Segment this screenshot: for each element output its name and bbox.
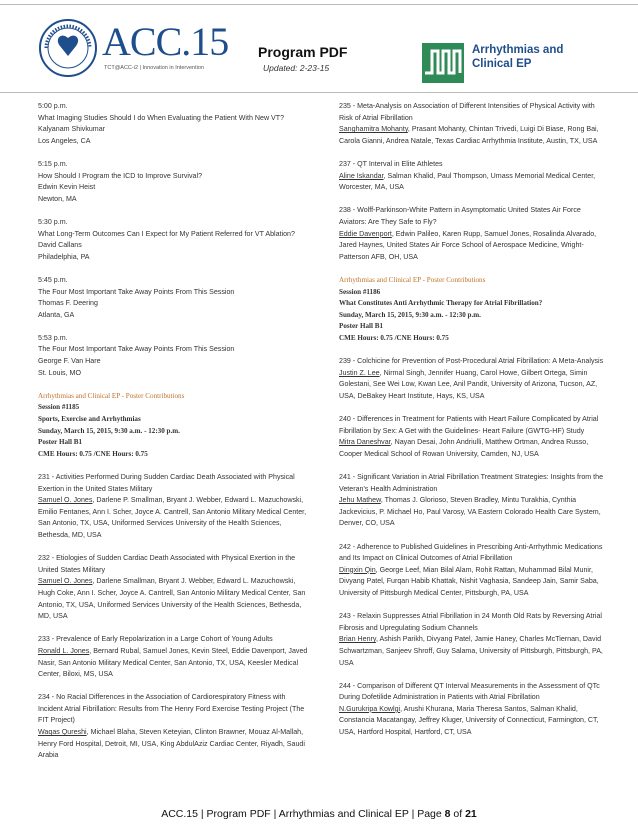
presenter-name: Ronald L. Jones bbox=[38, 646, 90, 655]
session-datetime: Sunday, March 15, 2015, 9:30 a.m. - 12:30 p.m. bbox=[38, 426, 180, 435]
session-name: What Constitutes Anti Arrhythmic Therapy for Atrial Fibrillation? bbox=[339, 299, 543, 308]
current-page: 8 bbox=[444, 808, 451, 820]
right-column bbox=[339, 101, 607, 750]
presenter-name: Mitra Daneshvar bbox=[339, 438, 391, 447]
abstract-item: 244 - Comparison of Different QT Interval Measurements in the Assessment of QTc During Dofetilide Administration in Patients with Atrial Fibrillation N.Gurukripa Kowlgi, Arushi Khurana, Maria Theresa Santos, Salman Khalid, Constancia Macatangay, Jeffrey Kluger, University of Connecticut, Farmington, CT, USA, Hartford Hospital, Hartford, CT, USA bbox=[339, 681, 600, 737]
abstract-item: 242 - Adherence to Published Guidelines in Prescribing Anti-Arrhythmic Medications and Its Impact on Clinical Outcomes of Atrial Fibrillation Dingxin Qin, George Leef, Mian Bilal Alam, Rohit Rattan, Muhammad Bilal Munir, Divyang Patel, Furqan Habib Khattak, Nishit Vaghasia, Sandeep Jain, Samir Saba, University of Pittsburgh Medical Center, Pittsburgh, PA, USA bbox=[339, 542, 603, 597]
acc-logo-text: ACC.15 bbox=[102, 19, 229, 64]
page-header bbox=[0, 5, 638, 91]
session-cme: CME Hours: 0.75 /CNE Hours: 0.75 bbox=[339, 333, 449, 342]
presenter-name: Samuel O. Jones bbox=[38, 496, 93, 505]
presenter-name: Sanghamitra Mohanty bbox=[339, 125, 408, 134]
total-pages: 21 bbox=[465, 808, 477, 820]
section-title: Arrhythmias and Clinical EP bbox=[472, 44, 564, 70]
acc-logo bbox=[38, 18, 238, 82]
session-name: Sports, Exercise and Arrhythmias bbox=[38, 415, 141, 424]
abstract-item: 234 - No Racial Differences in the Association of Cardiorespiratory Fitness with Incident Atrial Fibrillation: Results from The Henry Ford Exercise Testing Project (The FIT Project) Waqas Qureshi, Michael Blaha, Steven Keteyian, Clinton Brawner, Mouaz Al-Mallah, Henry Ford Hospital, Detroit, MI, USA, King AbdulAziz Cardiac Center, Riyadh, Saudi Arabia bbox=[38, 693, 305, 760]
session-room: Poster Hall B1 bbox=[38, 438, 83, 447]
presenter-name: Jehu Mathew bbox=[339, 496, 381, 505]
page-footer: ACC.15 | Program PDF | Arrhythmias and Clinical EP | Page 8 of 21 bbox=[161, 808, 477, 820]
talk-item: 5:15 p.m. How Should I Program the ICD to Improve Survival? Edwin Kevin Heist Newton, MA bbox=[38, 159, 203, 203]
session-number: Session #1186 bbox=[339, 287, 381, 296]
header-rule bbox=[0, 92, 638, 93]
abstract-item: 235 - Meta-Analysis on Association of Different Intensities of Physical Activity with Risk of Atrial Fibrillation Sanghamitra Mohanty, Prasant Mohanty, Chintan Trivedi, Luigi Di Biase, Rong Bai, Carola Gianni, Andrea Natale, Texas Cardiac Arrhythmia Institute, Austin, TX, USA bbox=[339, 102, 599, 145]
abstract-item: 241 - Significant Variation in Atrial Fibrillation Treatment Strategies: Insights from the Veteran's Health Administration Jehu Mathew, Thomas J. Glorioso, Steven Bradley, Mintu Turakhia, Cynthia Jackevicius, P. Michael Ho, Paul Varosy, VA Eastern Colorado Health Care System, Denver, CO, USA bbox=[339, 473, 604, 528]
heart-rhythm-icon bbox=[422, 43, 464, 83]
presenter-name: Justin Z. Lee bbox=[339, 368, 380, 377]
talk-item: 5:30 p.m. What Long-Term Outcomes Can I Expect for My Patient Referred for VT Ablation? David Callans Philadelphia, PA bbox=[38, 217, 295, 261]
acc-seal-icon bbox=[38, 18, 98, 78]
left-column bbox=[38, 101, 310, 773]
session-datetime: Sunday, March 15, 2015, 9:30 a.m. - 12:30 p.m. bbox=[339, 310, 481, 319]
page-title: Program PDF bbox=[258, 44, 348, 60]
session-room: Poster Hall B1 bbox=[339, 322, 384, 331]
session-track: Arrhythmias and Clinical EP - Poster Contributions bbox=[38, 391, 185, 400]
abstract-item: 237 - QT Interval in Elite Athletes Aline Iskandar, Salman Khalid, Paul Thompson, Umass Memorial Medical Center, Worcester, MA, USA bbox=[339, 159, 596, 192]
talk-item: 5:53 p.m. The Four Most Important Take Away Points From This Session George F. Van Hare St. Louis, MO bbox=[38, 333, 235, 377]
abstract-item: 232 - Etiologies of Sudden Cardiac Death Associated with Physical Exertion in the United States Military Samuel O. Jones, Darlene Smallman, Bryant J. Webber, Edward L. Mazuchowski, Hugh Coke, Ann I. Scher, Joyce A. Cantrell, San Antonio Military Medical Center, San Antonio, TX, USA, Uniformed Services University of the Health Sciences, Bethesda, MD, USA bbox=[38, 554, 306, 621]
talk-item: 5:00 p.m. What Imaging Studies Should I do When Evaluating the Patient With New VT? Kalyanam Shivkumar Los Angeles, CA bbox=[38, 102, 285, 145]
abstract-item: 231 - Activities Performed During Sudden Cardiac Death Associated with Physical Exertion in the United States Military Samuel O. Jones, Darlene P. Smallman, Bryant J. Webber, Edward L. Mazuchowski, Emilio Fentanes, Ann I. Scher, Joyce A. Cantrell, San Antonio Military Medical Center, San Antonio, TX, USA, Uniformed Services University of the Health Sciences, Bethesda, MD, USA bbox=[38, 473, 307, 539]
updated-date: Updated: 2-23-15 bbox=[263, 63, 330, 73]
abstract-item: 243 - Relaxin Suppresses Atrial Fibrillation in 24 Month Old Rats by Reversing Atrial Fibrosis and Upregulating Sodium Channels Brian Henry, Ashish Parikh, Divyang Patel, Jamie Haney, Charles McTiernan, David Schwartzman, Sanjeev Shroff, Guy Salama, University of Pittsburgh, Pittsburgh, PA, USA bbox=[339, 612, 603, 667]
presenter-name: Brian Henry bbox=[339, 635, 376, 644]
presenter-name: Dingxin Qin bbox=[339, 565, 376, 574]
presenter-name: Waqas Qureshi bbox=[38, 728, 87, 737]
session-track: Arrhythmias and Clinical EP - Poster Contributions bbox=[339, 275, 486, 284]
presenter-name: Eddie Davenport bbox=[339, 229, 392, 238]
talk-item: 5:45 p.m. The Four Most Important Take Away Points From This Session Thomas F. Deering Atlanta, GA bbox=[38, 275, 235, 319]
session-number: Session #1185 bbox=[38, 403, 80, 412]
abstract-item: 238 - Wolff-Parkinson-White Pattern in Asymptomatic United States Air Force Aviators: Are They Safe to Fly? Eddie Davenport, Edwin Palileo, Karen Rupp, Samuel Jones, Rosalinda Alvarado, Jared Haynes, United States Air Force School of Aerospace Medicine, Wright-Patterson AFB, OH, USA bbox=[339, 206, 597, 261]
presenter-name: N.Gurukripa Kowlgi bbox=[339, 704, 401, 713]
abstract-item: 233 - Prevalence of Early Repolarization in a Large Cohort of Young Adults Ronald L. Jones, Bernard Rubal, Samuel Jones, Kevin Steel, Eddie Davenport, Javed Nasir, San Antonio Military Medical Center, San Antonio, TX, USA, Keesler Medical Center, Biloxi, MS, USA bbox=[38, 635, 308, 679]
presenter-name: Samuel O. Jones bbox=[38, 577, 93, 586]
session-header bbox=[38, 391, 310, 461]
abstract-item: 240 - Differences in Treatment for Patients with Heart Failure Complicated by Atrial Fibrillation by Sex: A Get with the Guidelines- Heart Failure (GWTG-HF) Study Mitra Daneshvar, Nayan Desai, John Andriulli, Matthew Ortman, Andrea Russo, Cooper Medical School of Rowan University, Camden, NJ, USA bbox=[339, 415, 599, 458]
abstract-item: 239 - Colchicine for Prevention of Post-Procedural Atrial Fibrillation: A Meta-Analysis Justin Z. Lee, Nirmal Singh, Jennifer Huang, Carol Howe, Gilbert Ortega, Simin Golestani, See Wei Low, Kwan Lee, Anil Pandit, University of Arizona, Tucson, AZ, USA, DeBakey Heart Institute, Hays, KS, USA bbox=[339, 357, 604, 400]
presenter-name: Aline Iskandar bbox=[339, 171, 384, 180]
acc-logo-tagline: TCT@ACC-i2 | Innovation in Intervention bbox=[104, 65, 204, 71]
session-header bbox=[339, 275, 607, 345]
session-cme: CME Hours: 0.75 /CNE Hours: 0.75 bbox=[38, 449, 148, 458]
